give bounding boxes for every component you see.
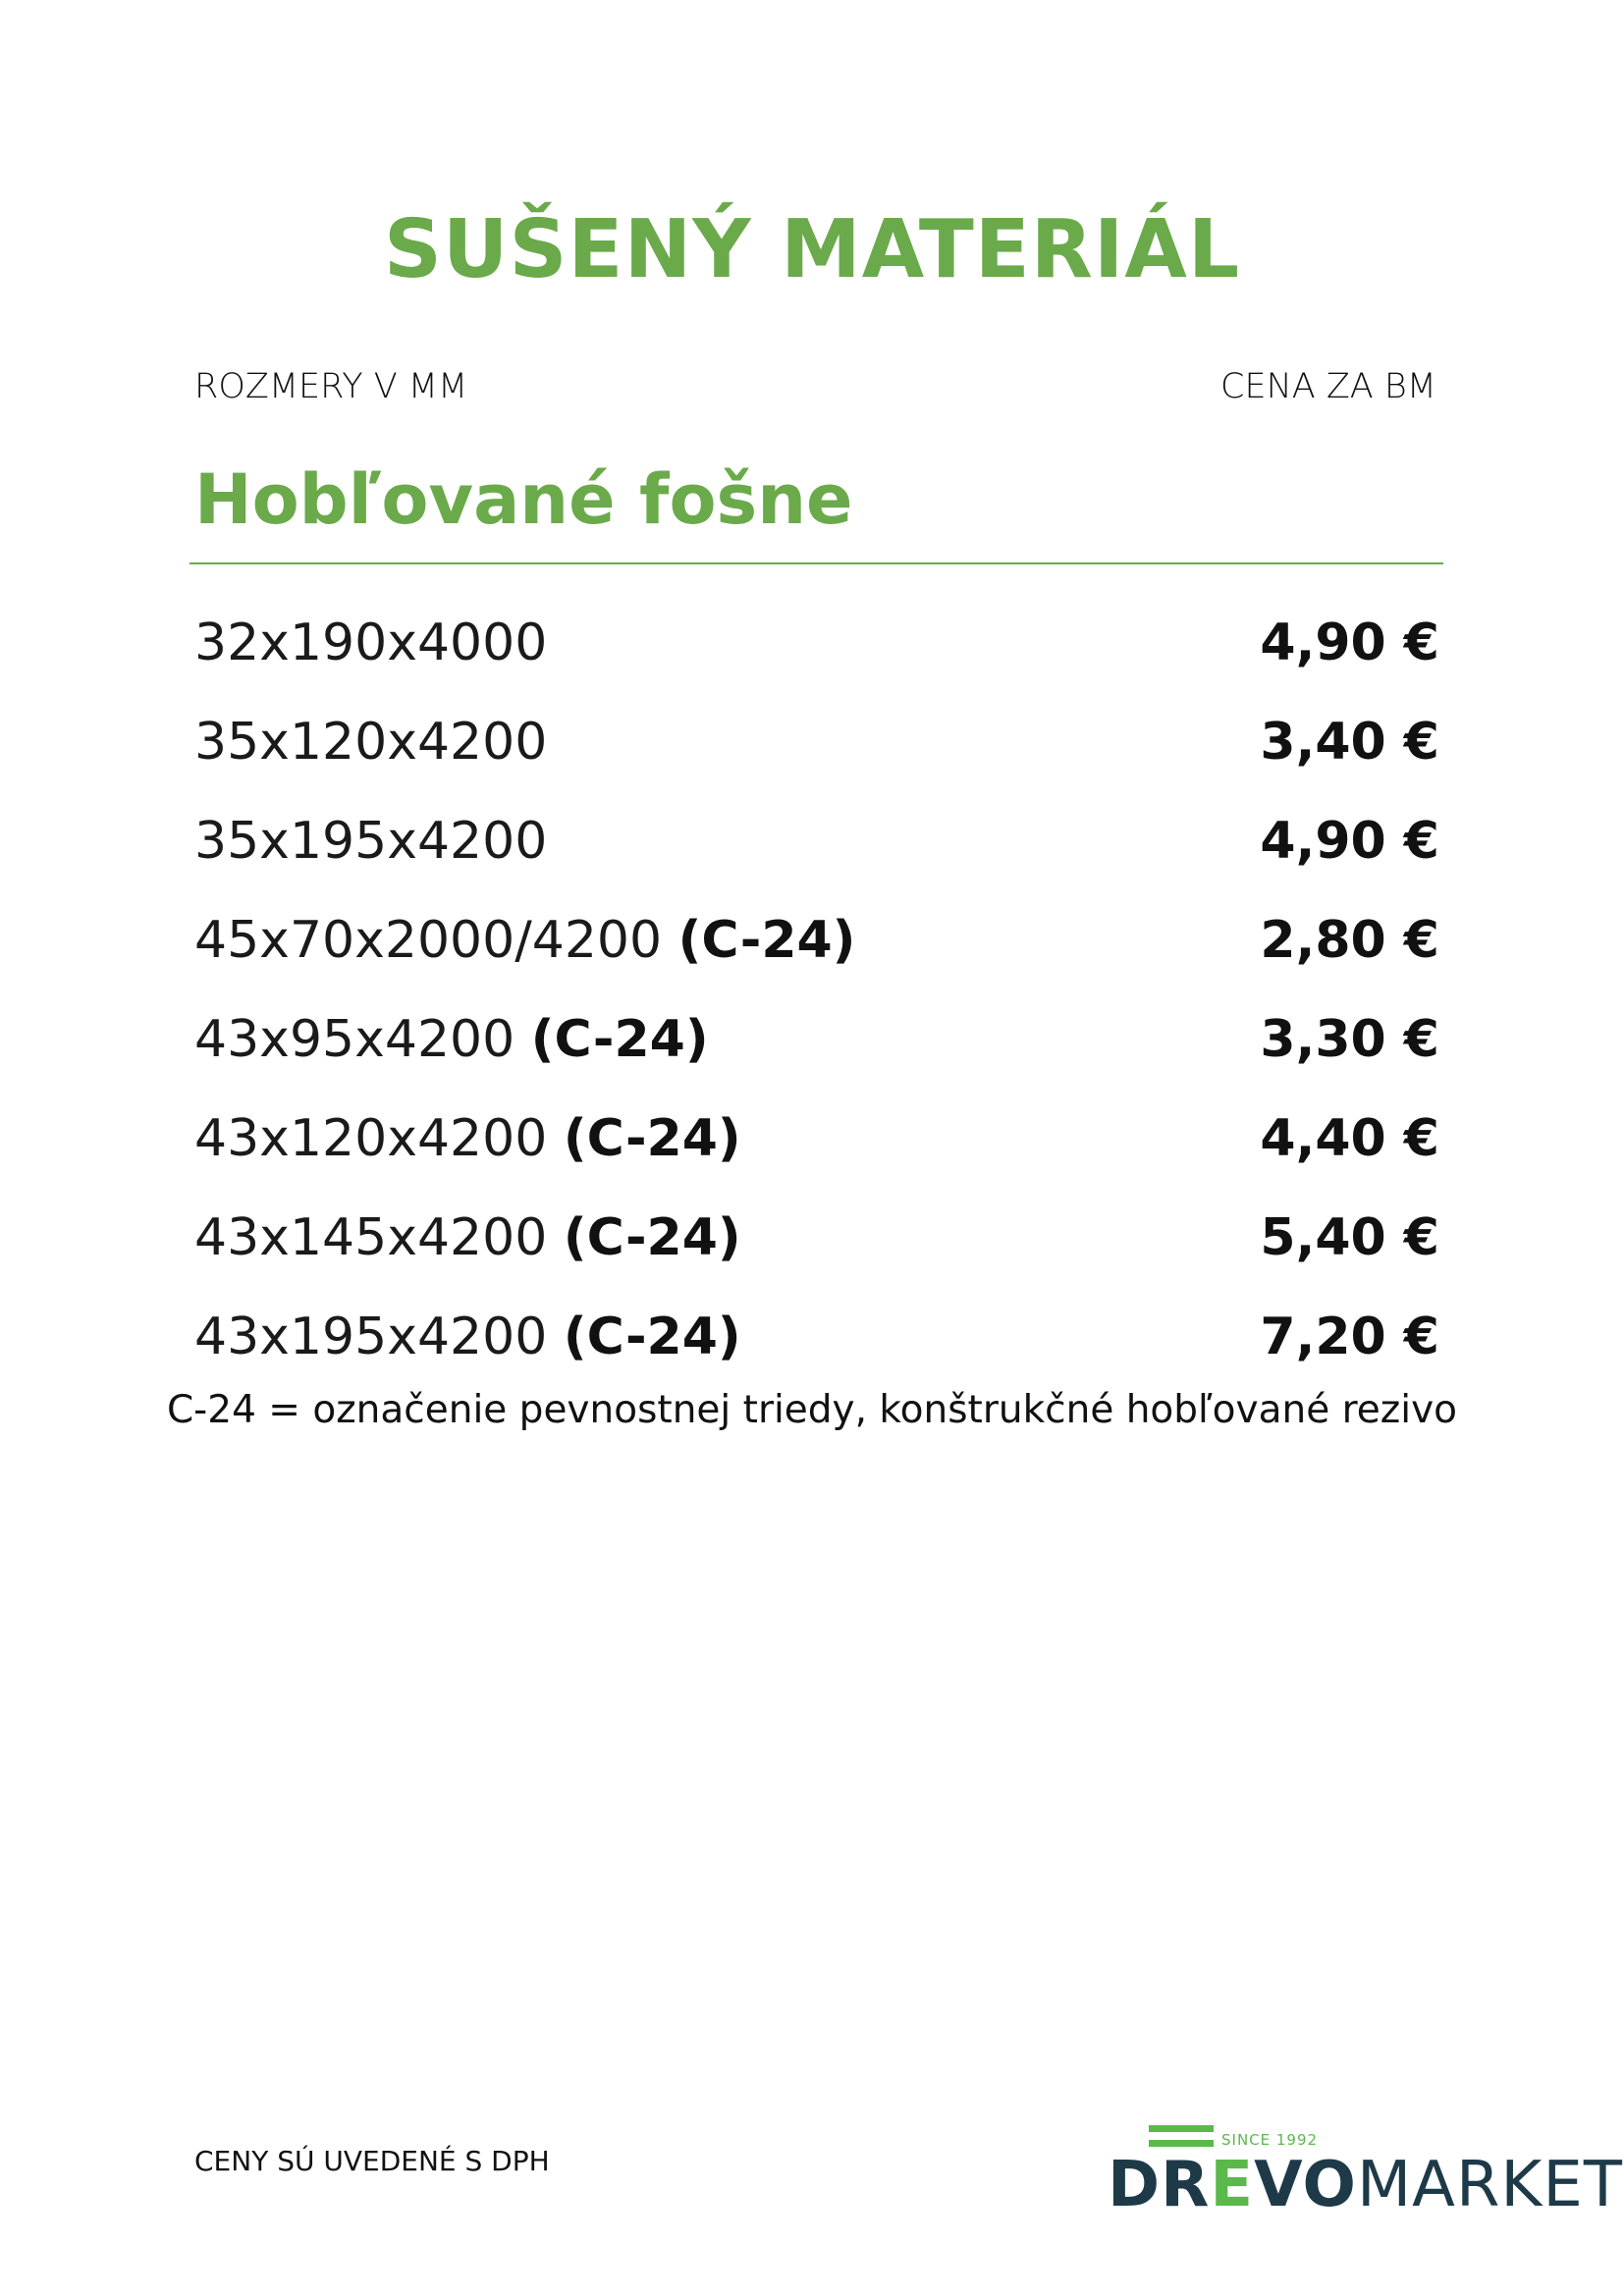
row-price: 3,40 € (1260, 712, 1439, 772)
strength-grade: (C-24) (563, 1307, 741, 1366)
row-price: 2,80 € (1260, 910, 1439, 970)
row-dimensions: 32x190x4000 (194, 613, 548, 672)
vat-note: CENY SÚ UVEDENÉ S DPH (194, 2145, 550, 2177)
price-row (194, 1089, 1439, 1188)
price-row (194, 593, 1439, 692)
logo-since: SINCE 1992 (1221, 2131, 1319, 2149)
price-row (194, 1188, 1439, 1287)
row-price: 4,90 € (1260, 613, 1439, 672)
section-title: Hobľované fošne (194, 459, 853, 540)
strength-grade: (C-24) (563, 1207, 741, 1267)
strength-grade: (C-24) (530, 1009, 709, 1069)
price-column-header: CENA ZA BM (1220, 367, 1436, 406)
grade-footnote: C-24 = označenie pevnostnej triedy, konštrukčné hobľované rezivo (166, 1388, 1458, 1432)
drevomarket-logo (1108, 2125, 1623, 2221)
strength-grade: (C-24) (563, 1108, 741, 1168)
row-dimensions: 43x195x4200 (C-24) (194, 1307, 741, 1366)
dimensions-column-header: ROZMERY V MM (194, 367, 468, 406)
row-price: 5,40 € (1260, 1207, 1439, 1267)
logo-wordmark: DREVOMARKET (1108, 2149, 1623, 2221)
row-price: 7,20 € (1260, 1307, 1439, 1366)
row-dimensions: 43x145x4200 (C-24) (194, 1207, 741, 1267)
row-dimensions: 43x95x4200 (C-24) (194, 1009, 709, 1069)
page-title: SUŠENÝ MATERIÁL (383, 203, 1241, 296)
row-dimensions: 35x195x4200 (194, 811, 548, 871)
row-dimensions: 35x120x4200 (194, 712, 548, 772)
row-price: 3,30 € (1260, 1009, 1439, 1069)
strength-grade: (C-24) (677, 910, 856, 970)
price-row (194, 692, 1439, 791)
row-dimensions: 43x120x4200 (C-24) (194, 1108, 741, 1168)
row-dimensions: 45x70x2000/4200 (C-24) (194, 910, 856, 970)
row-price: 4,40 € (1260, 1108, 1439, 1168)
price-row (194, 989, 1439, 1089)
price-row (194, 1287, 1439, 1386)
price-row (194, 791, 1439, 890)
price-list (194, 593, 1439, 1386)
price-row (194, 890, 1439, 989)
row-price: 4,90 € (1260, 811, 1439, 871)
section-divider (189, 562, 1443, 564)
